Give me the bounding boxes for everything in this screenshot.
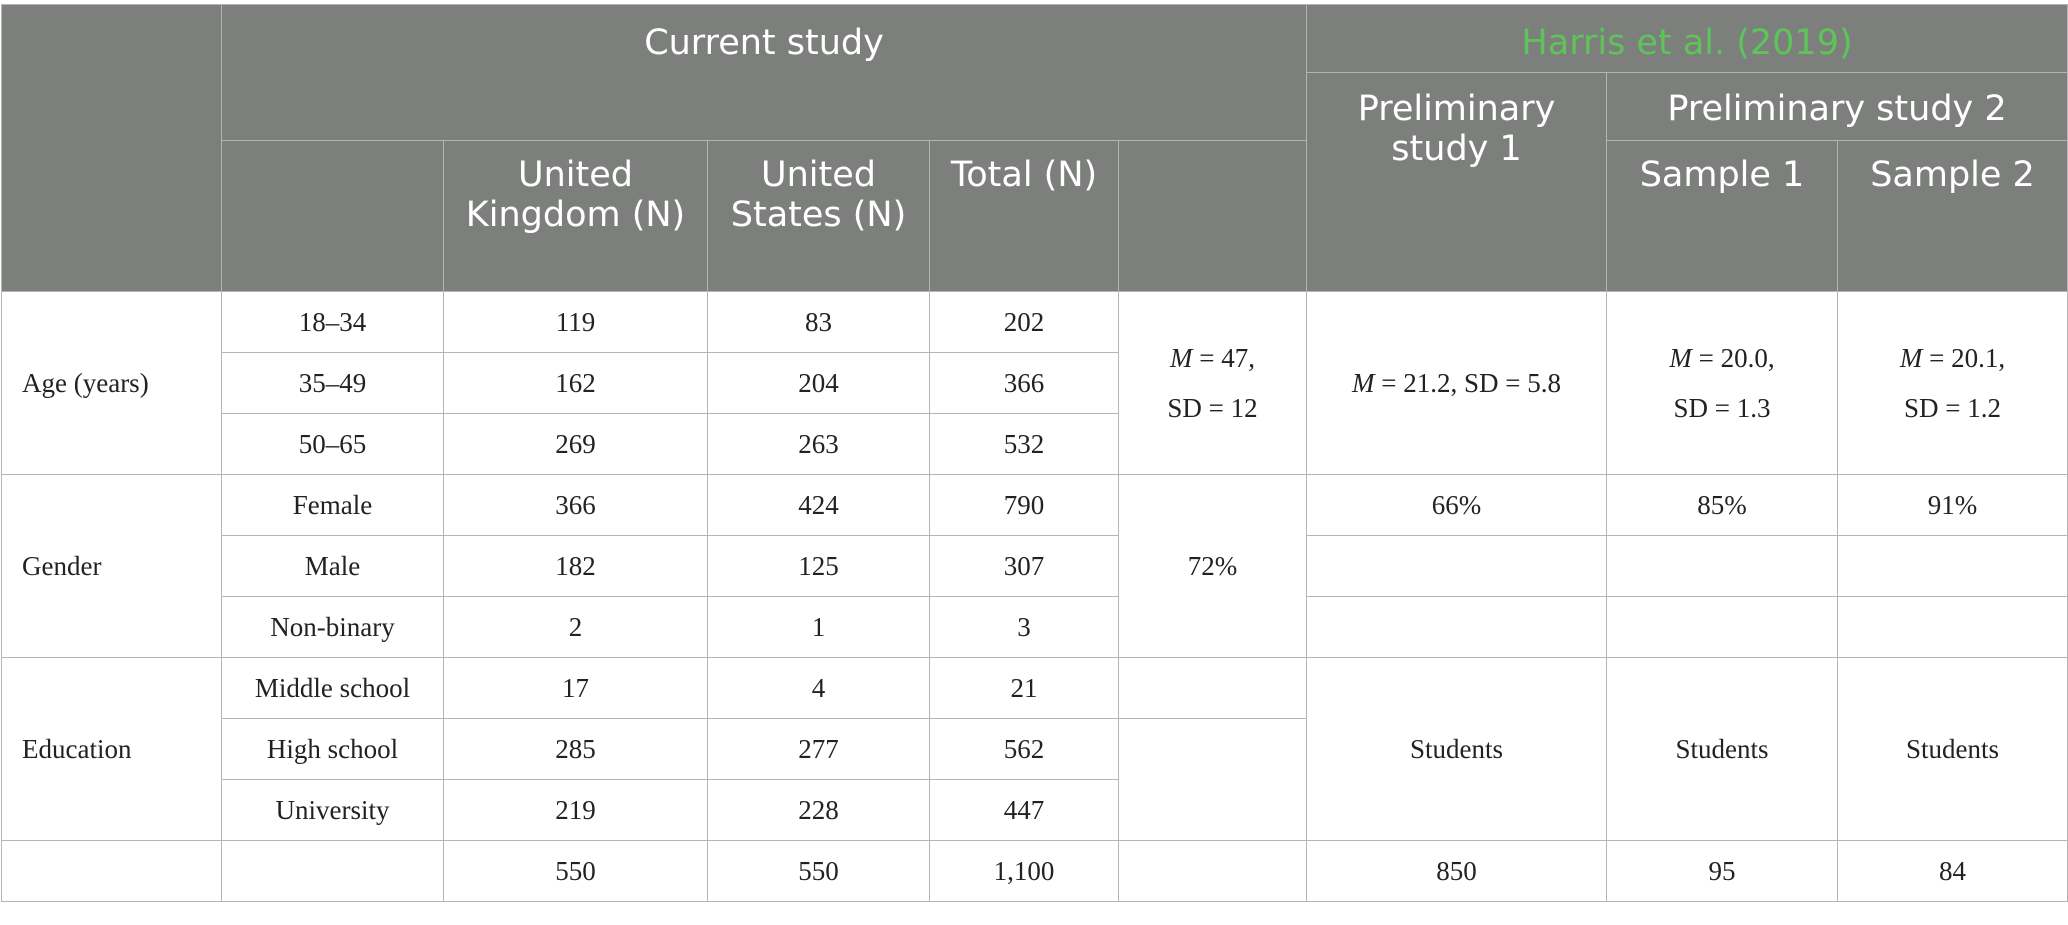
empty-cell (1607, 597, 1838, 658)
education-uk: 219 (444, 780, 708, 841)
totals-total: 1,100 (930, 841, 1119, 902)
totals-sample1: 95 (1607, 841, 1838, 902)
gender-current-percent: 72% (1119, 475, 1307, 658)
empty-cell (1119, 658, 1307, 719)
table-row (2, 475, 2068, 536)
age-total: 202 (930, 292, 1119, 353)
gender-us: 125 (708, 536, 930, 597)
education-category: University (222, 780, 444, 841)
education-us: 277 (708, 719, 930, 780)
header-sample-1: Sample 1 (1607, 141, 1838, 292)
header-summary-blank (1119, 141, 1307, 292)
age-uk: 162 (444, 353, 708, 414)
education-total: 447 (930, 780, 1119, 841)
totals-us: 550 (708, 841, 930, 902)
header-blank (2, 5, 222, 292)
education-uk: 285 (444, 719, 708, 780)
header-current-study: Current study (222, 5, 1307, 141)
age-category: 18–34 (222, 292, 444, 353)
header-sample-2: Sample 2 (1838, 141, 2068, 292)
header-harris-link[interactable]: Harris et al. (2019) (1307, 5, 2068, 73)
age-current-m: M (1170, 343, 1193, 373)
totals-uk: 550 (444, 841, 708, 902)
table-row (2, 597, 2068, 658)
age-sample2-sd: SD = 1.2 (1904, 393, 2002, 423)
age-us: 204 (708, 353, 930, 414)
header-preliminary-study-1: Preliminary study 1 (1307, 73, 1607, 292)
gender-total: 790 (930, 475, 1119, 536)
age-us: 263 (708, 414, 930, 475)
age-prelim1-rest: = 21.2, SD = 5.8 (1374, 368, 1562, 398)
age-sample1-m-value: = 20.0, (1691, 343, 1775, 373)
gender-total: 307 (930, 536, 1119, 597)
totals-prelim1: 850 (1307, 841, 1607, 902)
age-sample1-m: M (1669, 343, 1692, 373)
age-uk: 269 (444, 414, 708, 475)
empty-cell (1119, 841, 1307, 902)
age-prelim1-m: M (1352, 368, 1375, 398)
age-total: 366 (930, 353, 1119, 414)
age-sample1-summary (1607, 292, 1838, 475)
header-total: Total (N) (930, 141, 1119, 292)
empty-cell (1307, 597, 1607, 658)
age-sample1-sd: SD = 1.3 (1673, 393, 1771, 423)
age-sample2-m: M (1899, 343, 1923, 373)
empty-cell (2, 841, 222, 902)
table-header (2, 5, 2068, 292)
demographics-table (1, 4, 2068, 902)
empty-cell (1607, 536, 1838, 597)
age-current-sd: SD = 12 (1167, 393, 1258, 423)
age-total: 532 (930, 414, 1119, 475)
education-us: 4 (708, 658, 930, 719)
gender-category: Non-binary (222, 597, 444, 658)
gender-uk: 2 (444, 597, 708, 658)
empty-cell (1838, 597, 2068, 658)
age-current-summary (1119, 292, 1307, 475)
gender-prelim1-percent: 66% (1307, 475, 1607, 536)
header-category-blank (222, 141, 444, 292)
education-uk: 17 (444, 658, 708, 719)
row-label-age: Age (years) (2, 292, 222, 475)
empty-cell (222, 841, 444, 902)
header-united-states: United States (N) (708, 141, 930, 292)
header-united-kingdom: United Kingdom (N) (444, 141, 708, 292)
education-total: 562 (930, 719, 1119, 780)
table-row (2, 292, 2068, 353)
age-sample2-m-value: = 20.1, (1922, 343, 2006, 373)
gender-category: Male (222, 536, 444, 597)
gender-us: 1 (708, 597, 930, 658)
age-category: 50–65 (222, 414, 444, 475)
education-category: High school (222, 719, 444, 780)
education-category: Middle school (222, 658, 444, 719)
gender-total: 3 (930, 597, 1119, 658)
table-row (2, 658, 2068, 719)
gender-sample2-percent: 91% (1838, 475, 2068, 536)
gender-us: 424 (708, 475, 930, 536)
table-body (2, 292, 2068, 902)
row-label-education: Education (2, 658, 222, 841)
gender-category: Female (222, 475, 444, 536)
empty-cell (1838, 536, 2068, 597)
age-current-m-value: = 47, (1192, 343, 1255, 373)
education-sample2: Students (1838, 658, 2068, 841)
row-label-gender: Gender (2, 475, 222, 658)
empty-cell (1307, 536, 1607, 597)
totals-sample2: 84 (1838, 841, 2068, 902)
header-preliminary-study-2: Preliminary study 2 (1607, 73, 2068, 141)
age-uk: 119 (444, 292, 708, 353)
education-sample1: Students (1607, 658, 1838, 841)
table-row (2, 536, 2068, 597)
table-row-totals (2, 841, 2068, 902)
age-category: 35–49 (222, 353, 444, 414)
age-sample2-summary (1838, 292, 2068, 475)
gender-sample1-percent: 85% (1607, 475, 1838, 536)
education-us: 228 (708, 780, 930, 841)
gender-uk: 366 (444, 475, 708, 536)
gender-uk: 182 (444, 536, 708, 597)
education-total: 21 (930, 658, 1119, 719)
empty-cell (1119, 719, 1307, 841)
age-us: 83 (708, 292, 930, 353)
age-prelim1-summary (1307, 292, 1607, 475)
education-prelim1: Students (1307, 658, 1607, 841)
